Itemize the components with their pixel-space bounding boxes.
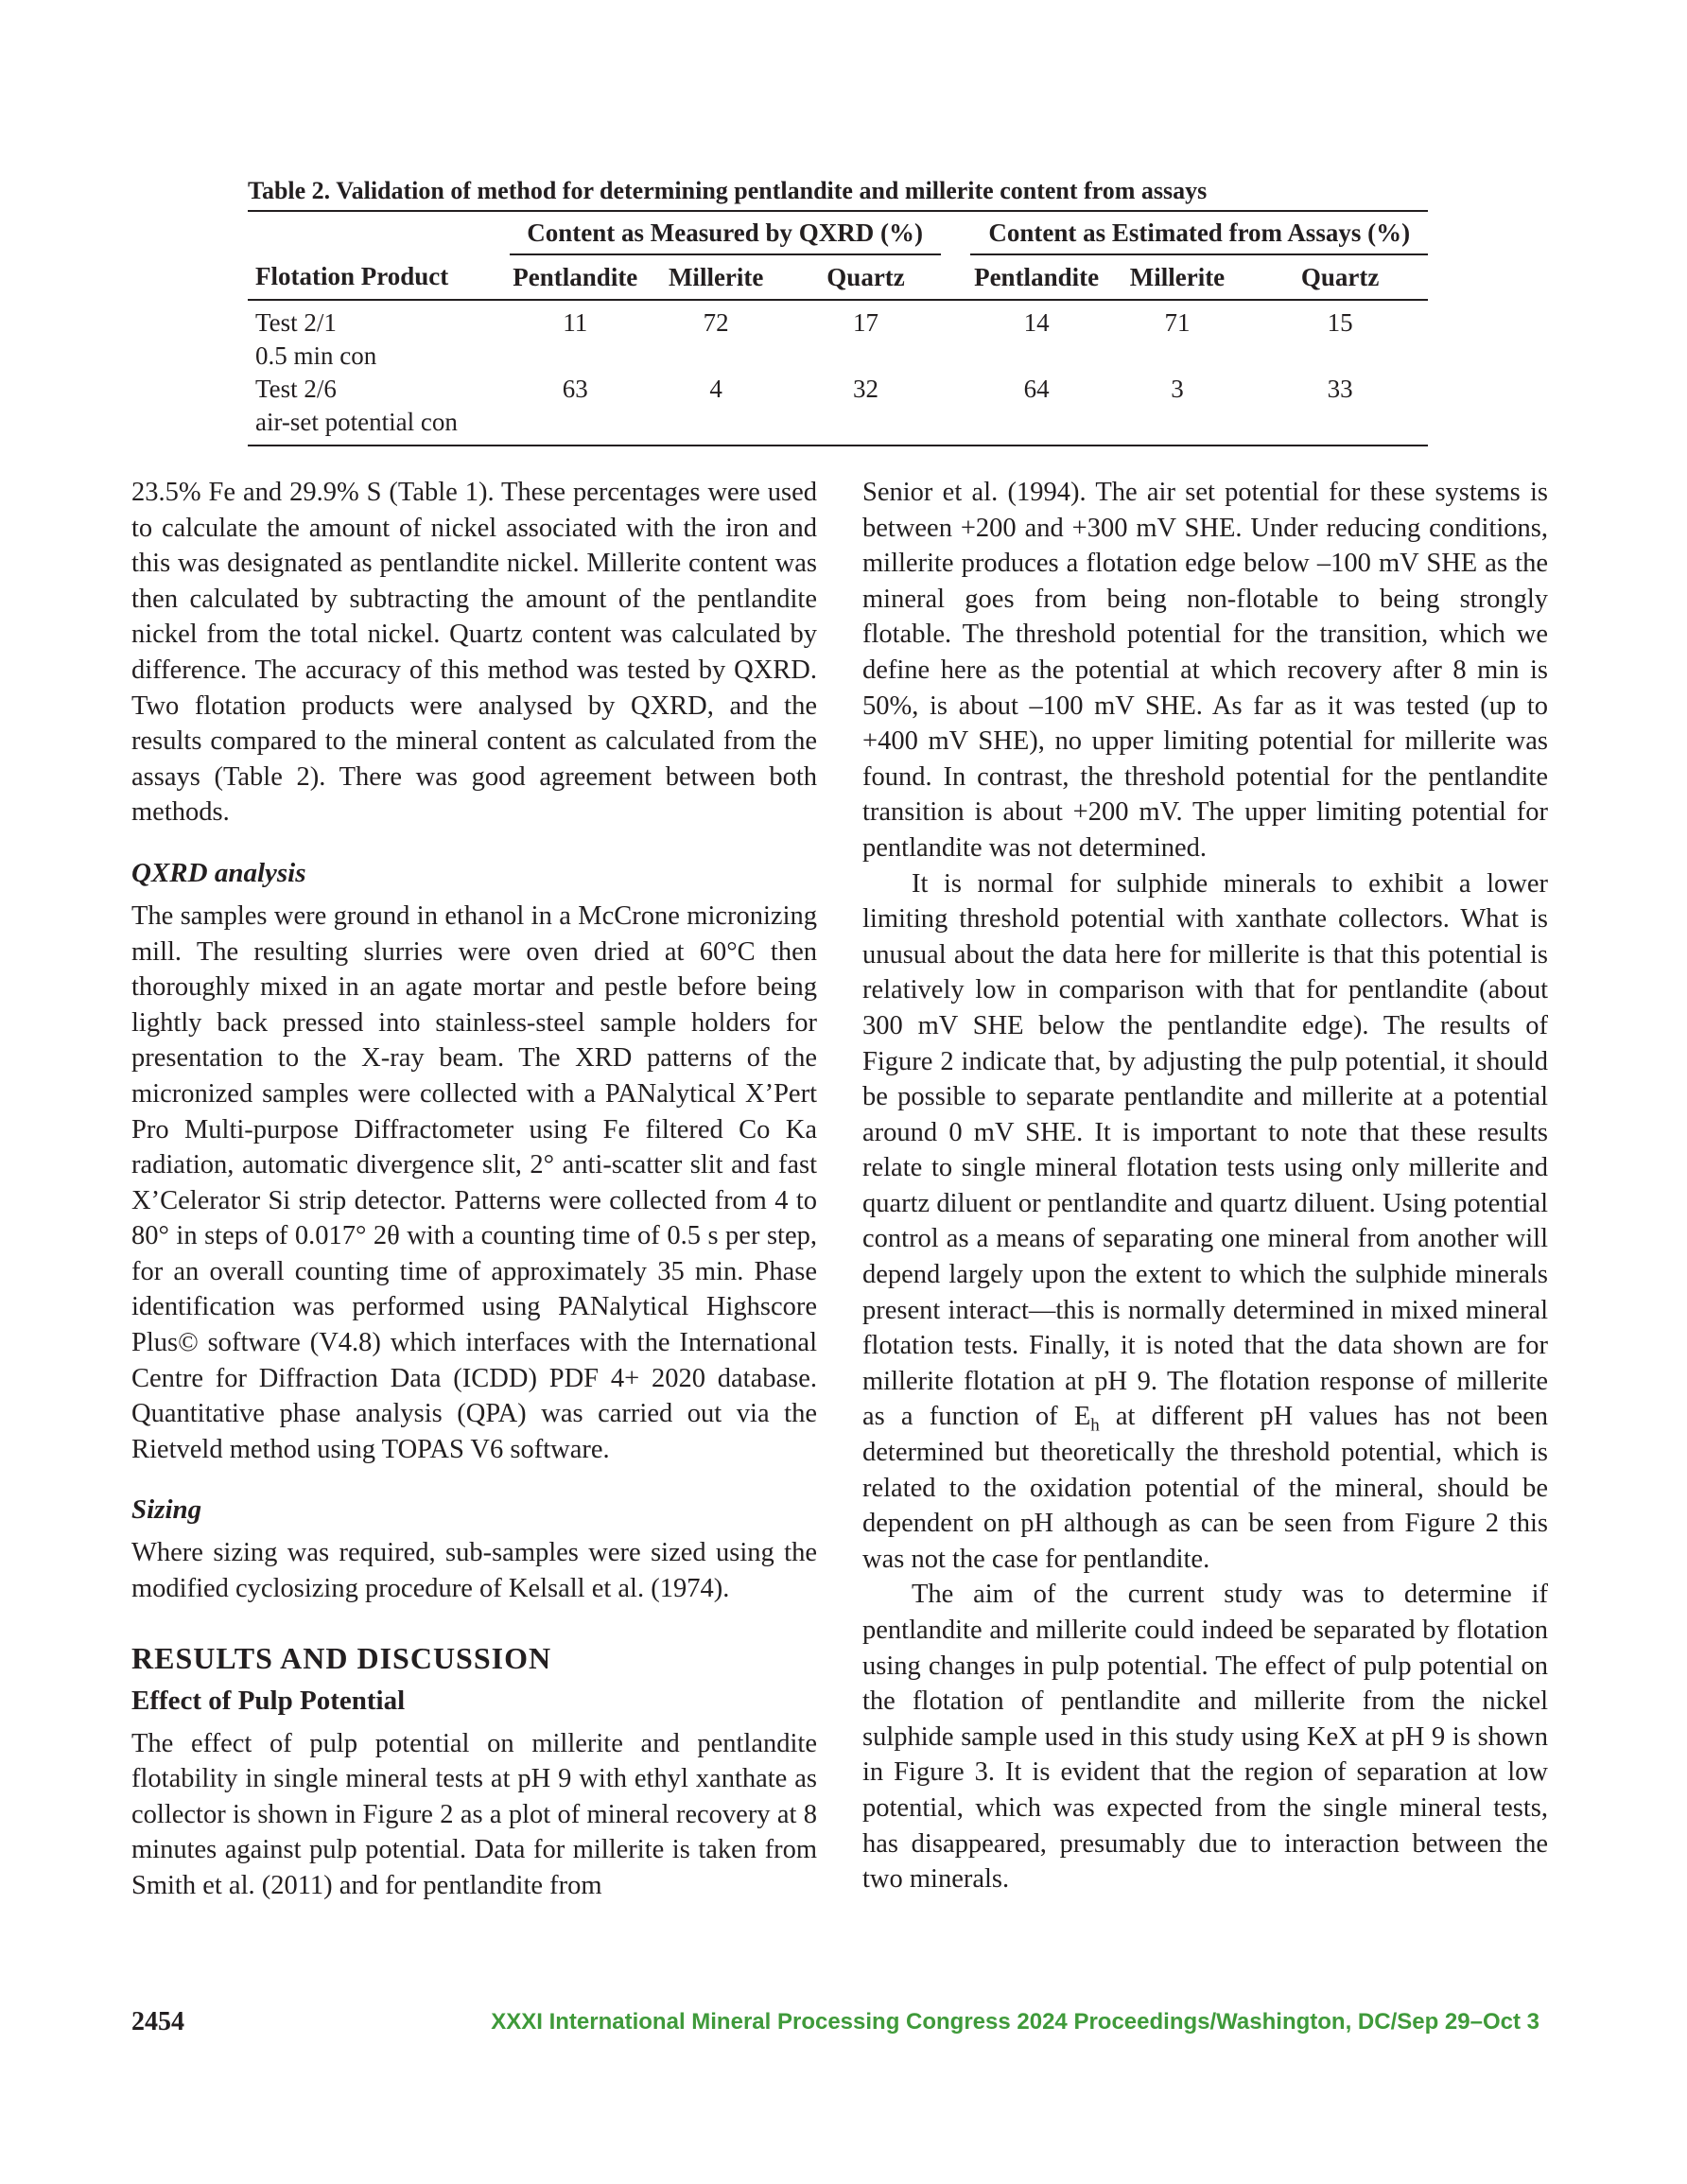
- table-cell: 33: [1327, 375, 1353, 403]
- table-cell: 32: [853, 375, 879, 403]
- table-cell: 17: [853, 308, 879, 337]
- running-footer: XXXI International Mineral Processing Congress 2024 Proceedings/Washington, DC/Sep 29–Oct 3: [491, 2009, 1539, 2035]
- heading-effect-of-pulp-potential: Effect of Pulp Potential: [131, 1685, 406, 1716]
- paragraph: Where sizing was required, sub-samples were sized using the modified cyclosizing procedure of Kelsall et al. (1974).: [131, 1538, 817, 1604]
- group-header-assays: Content as Estimated from Assays (%): [970, 211, 1428, 254]
- table-cell: 63: [562, 375, 588, 403]
- table-cell: 15: [1327, 308, 1353, 337]
- paragraph: The aim of the current study was to determine if pentlandite and millerite could indeed be separated by flotation using changes in pulp potential. The effect of pulp potential on the flotation of pentlandite and millerite from the nickel sulphide sample used in this study using KeX at pH 9 is shown in Figure 3. It is evident that the region of separation at low potential, which was expected from the single mineral tests, has disappeared, presumably due to interaction between the two minerals.: [862, 1580, 1548, 1895]
- col-header: Millerite: [1103, 254, 1252, 300]
- table-cell: 64: [1023, 375, 1050, 403]
- heading-results-and-discussion: RESULTS AND DISCUSSION: [131, 1640, 552, 1675]
- heading-sizing: Sizing: [131, 1494, 202, 1526]
- eh-subscript: h: [1090, 1416, 1100, 1437]
- table-cell: 72: [703, 308, 729, 337]
- paragraph: It is normal for sulphide minerals to exhibit a lower limiting threshold potential with xanthate collectors. What is unusual about the data here for millerite is that this potential is relatively low in comparison with that for pentlandite (about 300 mV SHE below the pentlandite edge). The results of Figure 2 indicate that, by adjusting the pulp potential, it should be possible to separate pentlandite and millerite at a potential around 0 mV SHE. It is important to note that these results relate to single mineral flotation tests using only millerite and quartz diluent or pentlandite and quartz diluent. Using potential control as a means of separating one mineral from another will depend largely upon the extent to which the sulphide minerals present interact—this is normally determined in mixed mineral flotation tests. Finally, it is noted that the data shown are for millerite flotation at pH 9. The flotation response of millerite as a function of $E_h$ at different pH values has not been determined but theoretically the threshold potential, which is related to the oxidation potential of the mineral, should be dependent on pH although as can be seen from Figure 2 this was not the case for pentlandite.: [862, 868, 1548, 1574]
- table-cell: 11: [563, 308, 588, 337]
- col-header-flotation-product: Flotation Product: [248, 254, 510, 300]
- group-header-qxrd: Content as Measured by QXRD (%): [510, 211, 941, 254]
- table-2: [248, 176, 1428, 446]
- col-header: Pentlandite: [970, 254, 1102, 300]
- heading-qxrd-analysis: QXRD analysis: [131, 857, 306, 888]
- paragraph: The effect of pulp potential on millerite and pentlandite flotability in single mineral tests at pH 9 with ethyl xanthate as collector is shown in Figure 2 as a plot of mineral recovery at 8 minutes against pulp potential. Data for millerite is taken from Smith et al. (2011) and for pentlandite from: [131, 1728, 817, 1900]
- table-cell: 3: [1171, 375, 1184, 403]
- paragraph: The samples were ground in ethanol in a McCrone micronizing mill. The resulting slurries were oven dried at 60°C then thoroughly mixed in an agate mortar and pestle before being lightly back pressed into stainless-steel sample holders for presentation to the X-ray beam. The XRD patterns of the micronized samples were collected with a PANalytical X’Pert Pro Multi-purpose Diffractometer using Fe filtered Co Ka radiation, automatic divergence slit, 2° anti-scatter slit and fast X’Celerator Si strip detector. Patterns were collected from 4 to 80° in steps of 0.017° 2θ with a counting time of 0.5 s per step, for an overall counting time of approximately 35 min. Phase identification was performed using PANalytical Highscore Plus© software (V4.8) which interfaces with the International Centre for Diffraction Data (ICDD) PDF 4+ 2020 database. Quantitative phase analysis (QPA) was carried out via the Rietveld method using TOPAS V6 software.: [131, 900, 817, 1464]
- paragraph: 23.5% Fe and 29.9% S (Table 1). These percentages were used to calculate the amount of nickel associated with the iron and this was designated as pentlandite nickel. Millerite content was then calculated by subtracting the amount of the pentlandite nickel from the total nickel. Quartz content was calculated by difference. The accuracy of this method was tested by QXRD. Two flotation products were analysed by QXRD, and the results compared to the mineral content as calculated from the assays (Table 2). There was good agreement between both methods.: [131, 478, 817, 828]
- table-column-header-row: [248, 254, 1428, 300]
- right-column: [862, 475, 1548, 1897]
- table-cell: 14: [1023, 308, 1050, 337]
- col-header: Quartz: [791, 254, 940, 300]
- page-number: 2454: [131, 2007, 184, 2036]
- table-row: [248, 373, 1428, 446]
- col-header: Pentlandite: [510, 254, 641, 300]
- validation-table: [248, 210, 1428, 446]
- table-caption: Table 2. Validation of method for determining pentlandite and millerite content from assays: [248, 177, 1208, 204]
- table-cell: 71: [1164, 308, 1191, 337]
- row-label: Test 2/6 air-set potential con: [255, 375, 458, 436]
- paragraph: Senior et al. (1994). The air set potential for these systems is between +200 and +300 mV SHE. Under reducing conditions, millerite produces a flotation edge below –100 mV SHE as the mineral goes from being non-flotable to being strongly flotable. The threshold potential for the transition, which we define here as the potential at which recovery after 8 min is 50%, is about –100 mV SHE. As far as it was tested (up to +400 mV SHE), no upper limiting potential for millerite was found. In contrast, the threshold potential for the pentlandite transition is about +200 mV. The upper limiting potential for pentlandite was not determined.: [862, 478, 1548, 863]
- table-group-header-row: [248, 211, 1428, 254]
- col-header: Quartz: [1252, 254, 1428, 300]
- table-row: [248, 300, 1428, 373]
- left-column: [131, 475, 817, 1904]
- row-label: Test 2/1 0.5 min con: [255, 308, 377, 370]
- col-header: Millerite: [641, 254, 791, 300]
- table-cell: 4: [709, 375, 722, 403]
